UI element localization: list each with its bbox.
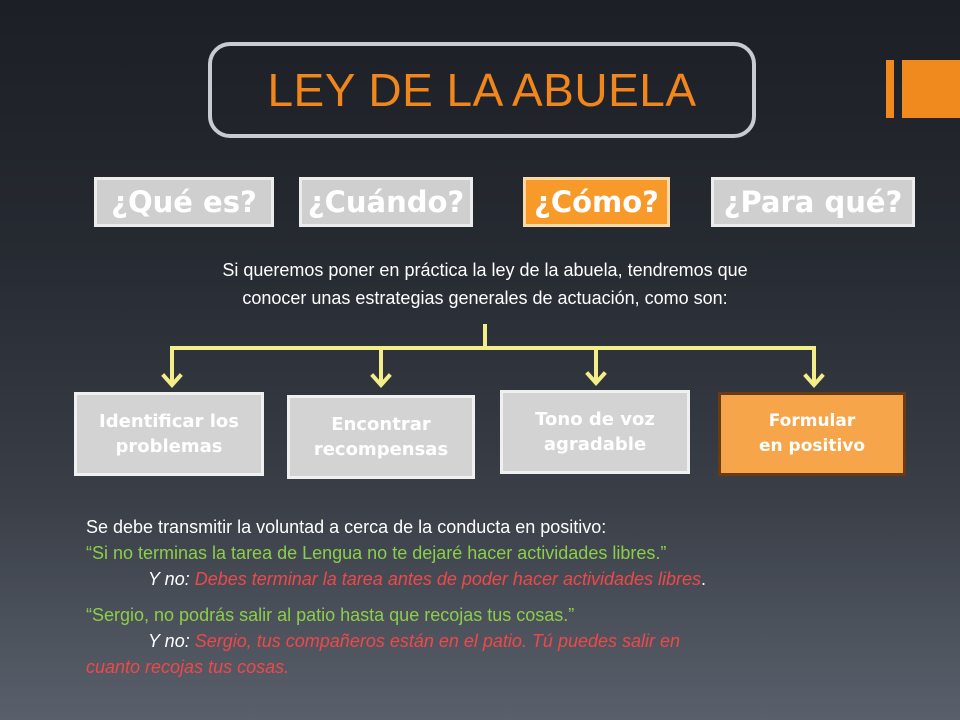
- strategy-tono: [500, 390, 690, 474]
- strategy-3-line-1: Tono de voz: [535, 409, 655, 430]
- intro-line-1: Si queremos poner en práctica la ley de la abuela, tendremos que: [222, 260, 748, 280]
- strategy-2-line-1: Encontrar: [331, 414, 431, 435]
- strategy-4-line-2: en positivo: [758, 436, 866, 456]
- example-2-alternative-line-2: cuanto recojas tus cosas.: [86, 657, 290, 677]
- strategy-4-line-1: Formular: [768, 411, 856, 431]
- tab-cuando[interactable]: ¿Cuándo?: [299, 177, 473, 227]
- example-2-prefix: Y no:: [148, 631, 190, 651]
- strategy-1-line-1: Identificar los: [99, 411, 239, 432]
- strategy-2-line-2: recompensas: [313, 439, 449, 460]
- example-1-prefix: Y no:: [148, 569, 190, 589]
- strategy-encontrar: [287, 395, 475, 479]
- explanation-intro: Se debe transmitir la voluntad a cerca de la conducta en positivo:: [86, 517, 607, 537]
- strategy-formular: [718, 392, 906, 476]
- example-2-quote: “Sergio, no podrás salir al patio hasta que recojas tus cosas.”: [86, 605, 575, 625]
- example-2-correction: [86, 628, 926, 654]
- strategy-3-line-2: agradable: [543, 434, 647, 455]
- strategy-1-line-2: problemas: [115, 436, 223, 457]
- tab-para-que[interactable]: ¿Para qué?: [711, 177, 915, 227]
- example-1-end: .: [701, 569, 707, 589]
- example-1-correction: [86, 566, 926, 592]
- tab-que-es[interactable]: ¿Qué es?: [94, 177, 274, 227]
- intro-line-2: conocer unas estrategias generales de actuación, como son:: [242, 288, 728, 308]
- page-title: LEY DE LA ABUELA: [267, 64, 697, 116]
- example-2-alternative-line-1: Sergio, tus compañeros están en el patio. Tú puedes salir en: [194, 631, 681, 651]
- example-1-quote: “Si no terminas la tarea de Lengua no te dejaré hacer actividades libres.”: [86, 543, 667, 563]
- example-1-alternative: Debes terminar la tarea antes de poder hacer actividades libres: [194, 569, 702, 589]
- strategy-identificar: [74, 392, 264, 476]
- explanation-text: [86, 514, 926, 680]
- tab-como[interactable]: ¿Cómo?: [523, 177, 670, 227]
